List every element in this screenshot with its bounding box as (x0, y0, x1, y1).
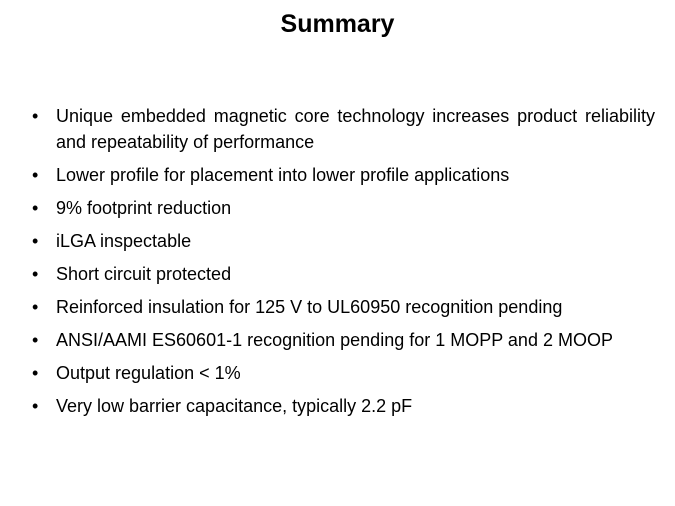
bullet-item (30, 327, 655, 353)
bullet-icon: • (32, 264, 39, 284)
bullet-list (30, 103, 655, 426)
bullet-item (30, 360, 655, 386)
bullet-text: Unique embedded magnetic core technology increases product reliability and repeatability of performance (56, 106, 655, 152)
bullet-item (30, 228, 655, 254)
bullet-text: Very low barrier capacitance, typically 2.2 pF (56, 396, 413, 416)
bullet-text: Lower profile for placement into lower profile applications (56, 165, 510, 185)
bullet-icon: • (32, 231, 39, 251)
slide-title: Summary (280, 10, 395, 38)
bullet-item (30, 103, 655, 155)
bullet-icon: • (32, 106, 39, 126)
bullet-item (30, 195, 655, 221)
bullet-icon: • (32, 330, 39, 350)
bullet-item (30, 393, 655, 419)
bullet-item (30, 261, 655, 287)
bullet-text: iLGA inspectable (56, 231, 192, 251)
bullet-item (30, 294, 655, 320)
bullet-text: ANSI/AAMI ES60601-1 recognition pending for 1 MOPP and 2 MOOP (56, 330, 613, 350)
bullet-text: 9% footprint reduction (56, 198, 232, 218)
bullet-icon: • (32, 198, 39, 218)
bullet-text: Short circuit protected (56, 264, 232, 284)
bullet-text: Reinforced insulation for 125 V to UL60950 recognition pending (56, 297, 563, 317)
bullet-icon: • (32, 396, 39, 416)
bullet-item (30, 162, 655, 188)
bullet-icon: • (32, 165, 39, 185)
bullet-icon: • (32, 363, 39, 383)
bullet-text: Output regulation < 1% (56, 363, 241, 383)
bullet-icon: • (32, 297, 39, 317)
